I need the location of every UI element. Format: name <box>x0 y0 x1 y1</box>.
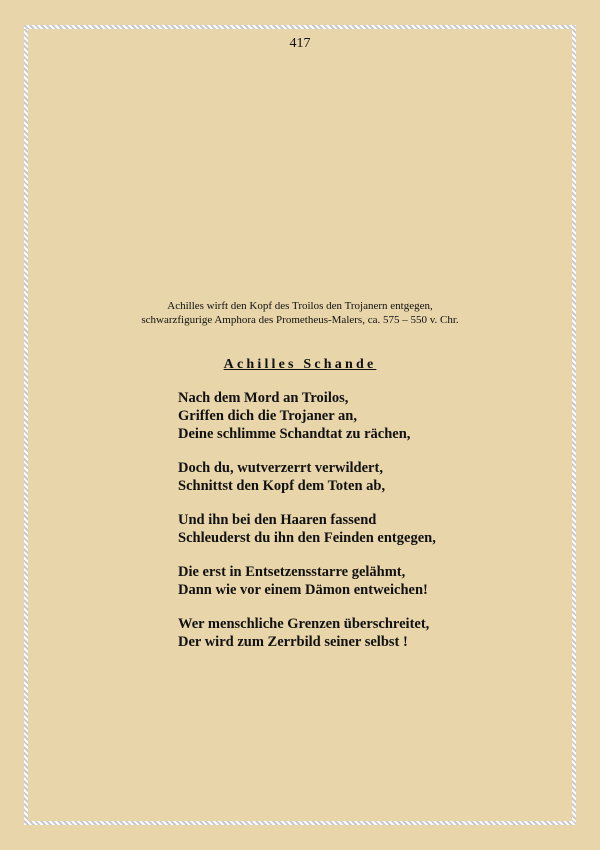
caption-line: schwarzfigurige Amphora des Prometheus-Malers, ca. 575 – 550 v. Chr. <box>141 314 459 326</box>
stanza <box>178 511 436 547</box>
poem-line: Die erst in Entsetzensstarre gelähmt, <box>178 564 406 580</box>
poem-line: Schleuderst du ihn den Feinden entgegen, <box>178 530 436 546</box>
stanza <box>178 563 436 599</box>
poem-line: Und ihn bei den Haaren fassend <box>178 512 377 528</box>
poem-line: Der wird zum Zerrbild seiner selbst ! <box>178 634 408 650</box>
image-caption <box>0 299 600 327</box>
stanza <box>178 389 436 443</box>
poem-line: Deine schlimme Schandtat zu rächen, <box>178 426 411 442</box>
poem-line: Griffen dich die Trojaner an, <box>178 408 357 424</box>
stanza <box>178 459 436 495</box>
stanza <box>178 615 436 651</box>
poem-body <box>178 389 436 667</box>
caption-line: Achilles wirft den Kopf des Troilos den Trojanern entgegen, <box>167 300 433 312</box>
page-number: 417 <box>289 36 311 51</box>
poem-line: Doch du, wutverzerrt verwildert, <box>178 460 383 476</box>
poem-title: Achilles Schande <box>223 357 377 372</box>
poem-line: Wer menschliche Grenzen überschreitet, <box>178 616 430 632</box>
poem-line: Schnittst den Kopf dem Toten ab, <box>178 478 386 494</box>
poem-line: Dann wie vor einem Dämon entweichen! <box>178 582 428 598</box>
poem-line: Nach dem Mord an Troilos, <box>178 390 349 406</box>
